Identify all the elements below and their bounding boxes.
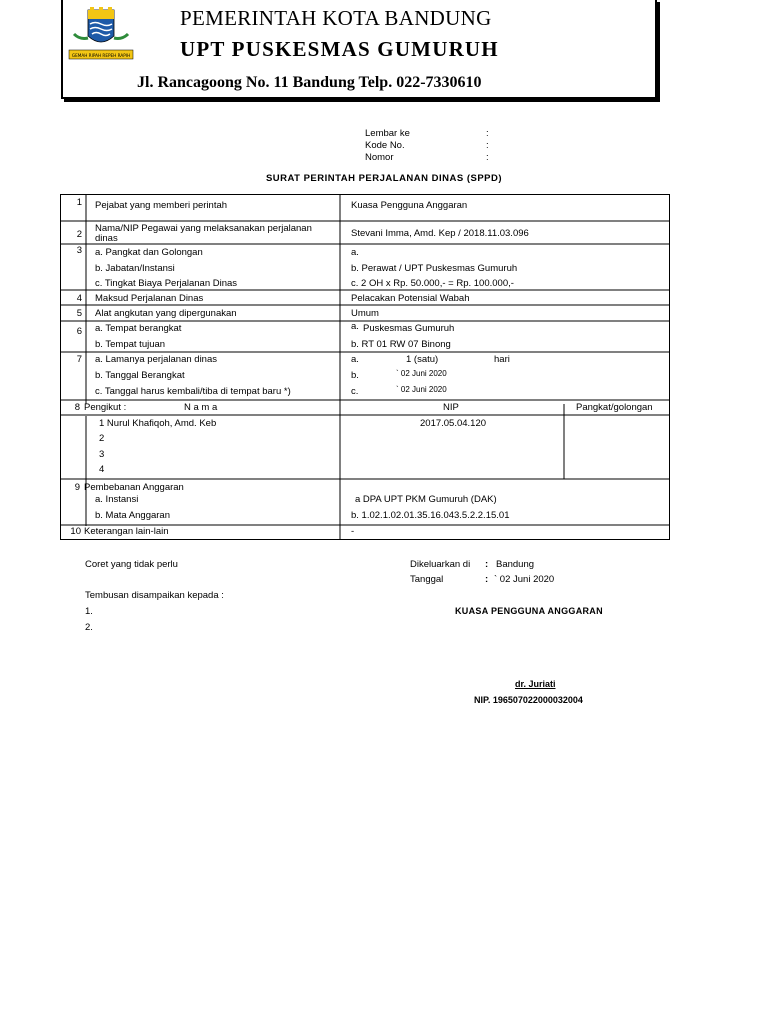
row-9b-label: b. Mata Anggaran bbox=[95, 510, 170, 521]
row-10-value: - bbox=[351, 526, 355, 537]
row-6b-value: b. RT 01 RW 07 Binong bbox=[351, 339, 451, 350]
row-9a-value: a DPA UPT PKM Gumuruh (DAK) bbox=[355, 494, 497, 505]
kpa-title: KUASA PENGGUNA ANGGARAN bbox=[455, 606, 603, 616]
signer-nip: NIP. 196507022000032004 bbox=[474, 695, 583, 705]
document-title: SURAT PERINTAH PERJALANAN DINAS (SPPD) bbox=[265, 173, 503, 184]
pengikut-1: 1 Nurul Khafiqoh, Amd. Keb bbox=[99, 418, 217, 429]
bandung-city-logo bbox=[66, 6, 136, 62]
col-header-nama: N a m a bbox=[184, 402, 218, 413]
nomor-label: Nomor bbox=[365, 152, 394, 163]
col-header-pangkat: Pangkat/golongan bbox=[576, 402, 653, 413]
row-9a-label: a. Instansi bbox=[95, 494, 139, 505]
header-address: Jl. Rancagoong No. 11 Bandung Telp. 022-7330610 bbox=[137, 74, 482, 91]
col-header-nip: NIP bbox=[443, 402, 459, 413]
header-institution: UPT PUSKESMAS GUMURUH bbox=[180, 37, 499, 61]
row-6a-label: a. Tempat berangkat bbox=[95, 323, 182, 334]
row-9-number: 9 bbox=[74, 482, 80, 493]
signer-name: dr. Juriati bbox=[515, 679, 556, 689]
pengikut-2: 2 bbox=[99, 433, 105, 444]
row-6a-value: Puskesmas Gumuruh bbox=[363, 323, 455, 334]
row-7a-prefix: a. bbox=[351, 354, 359, 365]
dikeluarkan-colon: : bbox=[485, 559, 489, 570]
row-7c-label: c. Tanggal harus kembali/tiba di tempat baru *) bbox=[95, 386, 291, 397]
row-7c-value: ` 02 Juni 2020 bbox=[396, 385, 447, 394]
row-7a-value: 1 (satu) bbox=[406, 354, 439, 365]
letterhead-shadow bbox=[64, 99, 660, 102]
kode-sep: : bbox=[486, 140, 489, 151]
tanggal-label: Tanggal bbox=[410, 574, 444, 585]
row-5-value: Umum bbox=[351, 308, 379, 319]
pengikut-4: 4 bbox=[99, 464, 105, 475]
tembusan-label: Tembusan disampaikan kepada : bbox=[85, 590, 224, 601]
dikeluarkan-value: Bandung bbox=[496, 559, 535, 570]
row-6a-prefix: a. bbox=[351, 321, 359, 332]
row-1-label: Pejabat yang memberi perintah bbox=[95, 200, 228, 211]
row-7-number: 7 bbox=[76, 354, 82, 365]
row-3c-value: c. 2 OH x Rp. 50.000,- = Rp. 100.000,- bbox=[351, 278, 514, 289]
row-4-number: 4 bbox=[76, 293, 82, 304]
lembar-label: Lembar ke bbox=[365, 128, 410, 139]
row-7a-label: a. Lamanya perjalanan dinas bbox=[95, 354, 218, 365]
row-1-number: 1 bbox=[76, 197, 82, 208]
row-7b-value: ` 02 Juni 2020 bbox=[396, 369, 447, 378]
row-4-label: Maksud Perjalanan Dinas bbox=[95, 293, 204, 304]
row-10-label: Keterangan lain-lain bbox=[84, 526, 169, 537]
row-8-number: 8 bbox=[74, 402, 80, 413]
row-9-label: Pembebanan Anggaran bbox=[84, 482, 184, 493]
dikeluarkan-label: Dikeluarkan di bbox=[410, 559, 471, 570]
tanggal-value: ` 02 Juni 2020 bbox=[494, 574, 555, 585]
row-5-label: Alat angkutan yang dipergunakan bbox=[95, 308, 237, 319]
row-1-value: Kuasa Pengguna Anggaran bbox=[351, 200, 468, 211]
row-2-value: Stevani Imma, Amd. Kep / 2018.11.03.096 bbox=[351, 228, 529, 239]
row-3c-label: c. Tingkat Biaya Perjalanan Dinas bbox=[95, 278, 238, 289]
row-4-value: Pelacakan Potensial Wabah bbox=[351, 293, 470, 304]
row-2-label-line2: dinas bbox=[95, 233, 118, 244]
row-3b-label: b. Jabatan/Instansi bbox=[95, 263, 175, 274]
row-7b-label: b. Tanggal Berangkat bbox=[95, 370, 185, 381]
nomor-sep: : bbox=[486, 152, 489, 163]
tembusan-2: 2. bbox=[85, 622, 93, 633]
pengikut-1-nip: 2017.05.04.120 bbox=[420, 418, 487, 429]
row-7b-prefix: b. bbox=[351, 370, 359, 381]
row-3-number: 3 bbox=[76, 245, 82, 256]
row-3a-label: a. Pangkat dan Golongan bbox=[95, 247, 203, 258]
row-6-number: 6 bbox=[76, 326, 82, 337]
row-7c-prefix: c. bbox=[351, 386, 359, 397]
tembusan-1: 1. bbox=[85, 606, 93, 617]
row-3b-value: b. Perawat / UPT Puskesmas Gumuruh bbox=[351, 263, 518, 274]
kode-label: Kode No. bbox=[365, 140, 405, 151]
tanggal-colon: : bbox=[485, 574, 489, 585]
row-2-number: 2 bbox=[76, 229, 82, 240]
row-7a-unit: hari bbox=[494, 354, 510, 365]
sppd-table bbox=[60, 194, 670, 540]
row-2-label-line1: Nama/NIP Pegawai yang melaksanakan perjalanan bbox=[95, 223, 312, 234]
row-5-number: 5 bbox=[76, 308, 82, 319]
coret-note: Coret yang tidak perlu bbox=[85, 559, 178, 570]
logo-caption: GEMAH RIPAH REPEH RAPIH bbox=[71, 53, 131, 58]
row-10-number: 10 bbox=[70, 526, 81, 537]
row-9b-value: b. 1.02.1.02.01.35.16.043.5.2.2.15.01 bbox=[351, 510, 510, 521]
row-6b-label: b. Tempat tujuan bbox=[95, 339, 166, 350]
letterhead-shadow-right bbox=[657, 2, 660, 102]
pengikut-3: 3 bbox=[99, 449, 105, 460]
lembar-sep: : bbox=[486, 128, 489, 139]
row-3a-value: a. bbox=[351, 247, 359, 258]
header-government: PEMERINTAH KOTA BANDUNG bbox=[180, 6, 492, 30]
row-8-label: Pengikut : bbox=[84, 402, 127, 413]
